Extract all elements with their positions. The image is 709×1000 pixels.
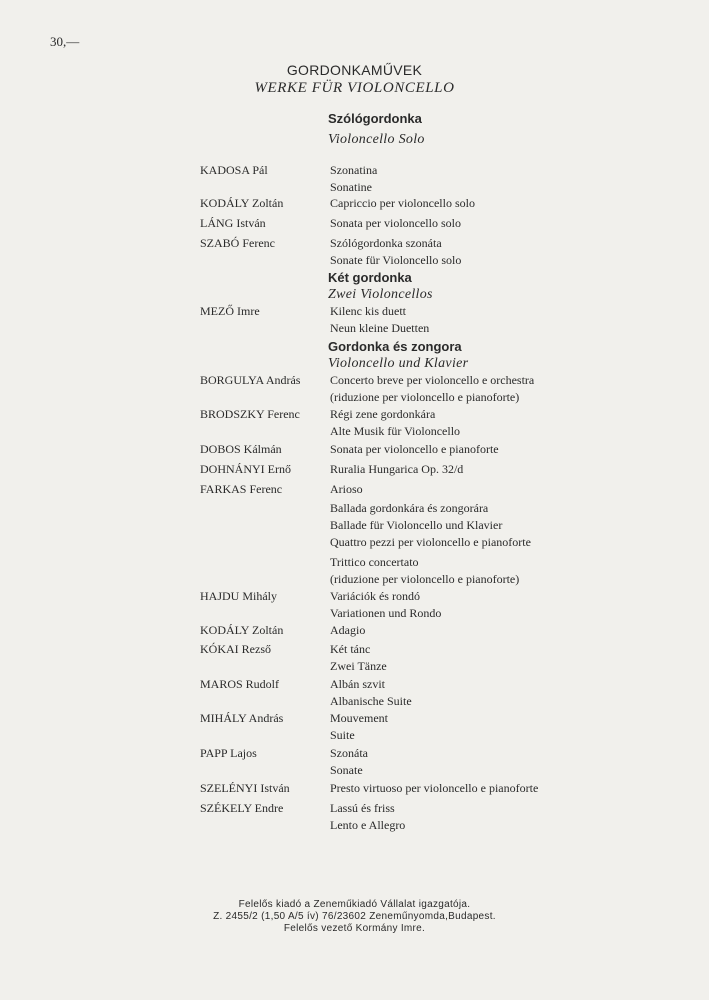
section-title: Két gordonka xyxy=(328,270,412,285)
section-title: Szólógordonka xyxy=(328,111,422,126)
work-list xyxy=(330,800,405,834)
work-title: Ballada gordonkára és zongorára xyxy=(330,501,489,515)
work-title: Lassú és friss xyxy=(330,801,395,815)
section-heading-cello-piano xyxy=(328,339,468,372)
work-list xyxy=(330,441,499,458)
work-title: Capriccio per violoncello solo xyxy=(330,196,475,210)
section-subtitle: Violoncello und Klavier xyxy=(328,356,469,371)
work-title: Adagio xyxy=(330,623,366,637)
work-title: Variationen und Rondo xyxy=(330,606,442,620)
section-title: Gordonka és zongora xyxy=(328,339,462,354)
work-title: Trittico concertato xyxy=(330,555,419,569)
work-title: Kilenc kis duett xyxy=(330,304,406,318)
work-list xyxy=(330,588,441,622)
work-list xyxy=(330,622,365,639)
work-list xyxy=(330,215,461,232)
composer-name: MEZŐ Imre xyxy=(200,304,260,318)
composer-name: KADOSA Pál xyxy=(200,163,268,177)
work-title: Sonata per violoncello e pianoforte xyxy=(330,442,499,456)
work-title: Alte Musik für Violoncello xyxy=(330,424,461,438)
work-title: Két tánc xyxy=(330,642,371,656)
work-list xyxy=(330,710,388,744)
composer-name: SZABÓ Ferenc xyxy=(200,236,275,250)
section-heading-solo xyxy=(328,111,425,148)
work-title: Albanische Suite xyxy=(330,694,412,708)
work-title: Neun kleine Duetten xyxy=(330,321,430,335)
work-list xyxy=(330,534,531,551)
section-subtitle: Violoncello Solo xyxy=(328,132,425,147)
work-title: Presto virtuoso per violoncello e pianoforte xyxy=(330,781,539,795)
work-title: Sonate xyxy=(330,763,363,777)
work-list xyxy=(330,481,363,498)
catalog-subtitle: WERKE FÜR VIOLONCELLO xyxy=(254,80,455,96)
work-title: Régi zene gordonkára xyxy=(330,407,436,421)
work-title: Variációk és rondó xyxy=(330,589,420,603)
work-list xyxy=(330,641,387,675)
work-title: Albán szvit xyxy=(330,677,385,691)
work-list xyxy=(330,406,460,440)
work-list xyxy=(330,554,519,588)
work-list xyxy=(330,372,534,406)
work-title: Ruralia Hungarica Op. 32/d xyxy=(330,462,464,476)
catalog-title: GORDONKAMŰVEK xyxy=(286,62,423,78)
work-title: Szólógordonka szonáta xyxy=(330,236,442,250)
imprint-line: Felelős vezető Kormány Imre. xyxy=(283,923,426,934)
work-title: Mouvement xyxy=(330,711,388,725)
work-title: Concerto breve per violoncello e orchestra xyxy=(330,373,535,387)
page-number: 30,— xyxy=(50,34,80,49)
work-list xyxy=(330,500,502,534)
composer-name: BORGULYA András xyxy=(200,373,301,387)
work-title: Szonáta xyxy=(330,746,368,760)
work-title: Zwei Tänze xyxy=(330,659,387,673)
composer-name: LÁNG István xyxy=(200,216,266,230)
work-title: Arioso xyxy=(330,482,363,496)
composer-name: SZÉKELY Endre xyxy=(200,801,284,815)
composer-name: MAROS Rudolf xyxy=(200,677,280,691)
work-title: Lento e Allegro xyxy=(330,818,406,832)
composer-name: SZELÉNYI István xyxy=(200,781,290,795)
imprint-line: Z. 2455/2 (1,50 A/5 ív) 76/23602 Zeneműnyomda,Budapest. xyxy=(213,911,496,922)
composer-name: KÓKAI Rezső xyxy=(200,642,271,656)
work-title: Sonate für Violoncello solo xyxy=(330,253,462,267)
work-list xyxy=(330,745,368,779)
work-list xyxy=(330,195,475,212)
composer-name: KODÁLY Zoltán xyxy=(200,196,284,210)
work-title: Szonatina xyxy=(330,163,378,177)
composer-name: PAPP Lajos xyxy=(200,746,257,760)
work-title: (riduzione per violoncello e pianoforte) xyxy=(330,390,520,404)
section-subtitle: Zwei Violoncellos xyxy=(328,287,433,302)
work-title: Sonatine xyxy=(330,180,372,194)
section-heading-two-cellos xyxy=(328,270,433,303)
work-list xyxy=(330,303,429,337)
work-list xyxy=(330,235,461,269)
composer-name: FARKAS Ferenc xyxy=(200,482,283,496)
composer-name: HAJDU Mihály xyxy=(200,589,277,603)
composer-name: MIHÁLY András xyxy=(200,711,284,725)
work-title: Quattro pezzi per violoncello e pianoforte xyxy=(330,535,531,549)
work-list xyxy=(330,676,412,710)
work-title: Suite xyxy=(330,728,355,742)
imprint-line: Felelős kiadó a Zeneműkiadó Vállalat igazgatója. xyxy=(238,899,471,910)
work-list xyxy=(330,461,463,478)
composer-name: DOBOS Kálmán xyxy=(200,442,282,456)
composer-name: DOHNÁNYI Ernő xyxy=(200,462,291,476)
composer-name: KODÁLY Zoltán xyxy=(200,623,284,637)
work-title: Sonata per violoncello solo xyxy=(330,216,461,230)
composer-name: BRODSZKY Ferenc xyxy=(200,407,300,421)
work-title: Ballade für Violoncello und Klavier xyxy=(330,518,503,532)
work-list xyxy=(330,162,377,196)
imprint-footer xyxy=(0,899,709,935)
work-list xyxy=(330,780,538,797)
work-title: (riduzione per violoncello e pianoforte) xyxy=(330,572,520,586)
